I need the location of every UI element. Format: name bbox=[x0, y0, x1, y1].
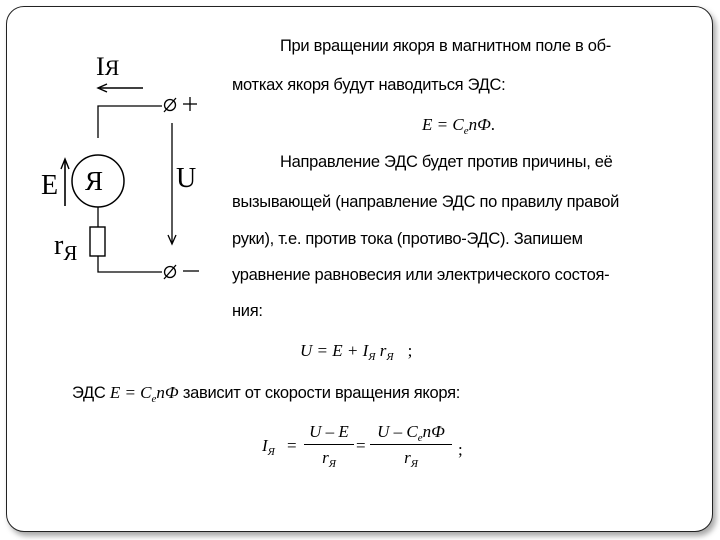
formula-eq-2: = bbox=[356, 436, 366, 455]
formula-inline: $E = C_enФ$ bbox=[109, 383, 179, 405]
formula-eq-1: = bbox=[287, 436, 297, 455]
formula-end: ; bbox=[458, 440, 463, 459]
text-line-6: уравнение равновесия или электрического состоя- bbox=[232, 266, 610, 284]
fraction-2: U – $C_enФ$ $r_Я$ bbox=[370, 422, 452, 468]
text-line-3: Направление ЭДС будет против причины, её bbox=[280, 153, 613, 171]
current-label: IЯ bbox=[96, 52, 120, 81]
text-line-7: ния: bbox=[232, 302, 263, 320]
emf-label: E bbox=[41, 170, 59, 201]
formula-current-lhs: $I_Я$ bbox=[262, 436, 275, 458]
voltage-label: U bbox=[176, 163, 197, 194]
top-wire bbox=[98, 106, 162, 138]
text-line-4: вызывающей (направление ЭДС по правилу правой bbox=[232, 193, 620, 211]
fraction-1: U – E $r_Я$ bbox=[304, 422, 354, 468]
bottom-wire bbox=[98, 256, 162, 272]
resistor bbox=[90, 227, 105, 256]
formula-emf: $E = C_enФ$. bbox=[422, 115, 496, 137]
formula-balance: $U = E + I_Я$ $r_Я$ ; bbox=[300, 341, 413, 363]
text-line-2: мотках якоря будут наводиться ЭДС: bbox=[232, 76, 506, 94]
text-line-1: При вращении якоря в магнитном поле в об- bbox=[280, 37, 611, 55]
text-line-8: ЭДС $E = C_enФ$ зависит от скорости вращения якоря: bbox=[72, 383, 461, 405]
resistance-label: $r_Я$ bbox=[54, 230, 78, 265]
armature-label: Я bbox=[85, 166, 104, 196]
text-line-5: руки), т.е. против тока (противо-ЭДС). Запишем bbox=[232, 230, 583, 248]
